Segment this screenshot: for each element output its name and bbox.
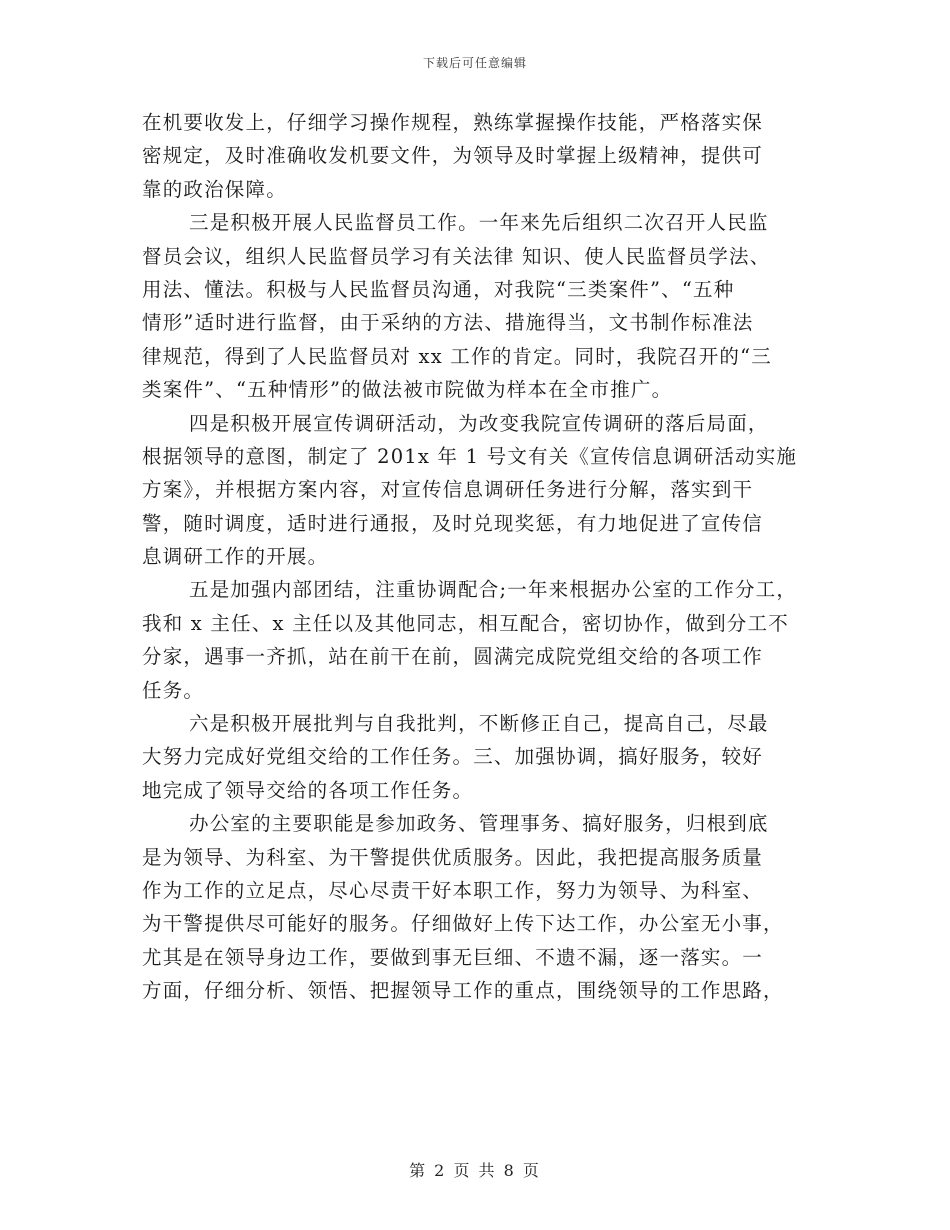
body-line: 尤其是在领导身边工作，要做到事无巨细、不遗不漏，逐一落实。一 [142,945,764,969]
body-line: 在机要收发上，仔细学习操作规程，熟练掌握操作技能，严格落实保 [142,111,764,134]
page-number: 第 2 页 共 8 页 [409,1161,541,1180]
body-line: 用法、懂法。积极与人民监督员沟通，对我院“三类案件”、“五种 [142,277,735,301]
document-body [142,106,832,1008]
body-line: 密规定，及时准确收发机要文件，为领导及时掌握上级精神，提供可 [142,144,764,168]
body-line: 类案件”、“五种情形”的做法被市院做为样本在全市推广。 [142,378,673,402]
body-line: 靠的政治保障。 [142,177,287,201]
paragraph-start-line: 六是积极开展批判与自我批判，不断修正自己，提高自己，尽最 [189,712,769,736]
body-line: 息调研工作的开展。 [142,545,329,569]
paragraph-start-line: 三是积极开展人民监督员工作。一年来先后组织二次召开人民监 [189,211,769,235]
body-line: 分家，遇事一齐抓，站在前干在前，圆满完成院党组交给的各项工作 [142,645,764,669]
body-line: 根据领导的意图，制定了 201x 年 1 号文有关《宣传信息调研活动实施 [142,444,798,468]
body-line: 情形”适时进行监督，由于采纳的方法、措施得当，文书制作标准法 [142,311,754,335]
body-line: 我和 x 主任、x 主任以及其他同志，相互配合，密切协作，做到分工不 [142,611,789,635]
body-line: 为干警提供尽可能好的服务。仔细做好上传下达工作，办公室无小事， [142,912,784,936]
paragraph-start-line: 办公室的主要职能是参加政务、管理事务、搞好服务，归根到底 [189,812,769,836]
body-line: 是为领导、为科室、为干警提供优质服务。因此，我把提高服务质量 [142,845,764,869]
paragraph-start-line: 四是积极开展宣传调研活动，为改变我院宣传调研的落后局面， [189,411,769,435]
body-line: 警，随时调度，适时进行通报，及时兑现奖惩，有力地促进了宣传信 [142,511,764,535]
page-header: 下载后可任意编辑 [422,56,527,70]
body-line: 大努力完成好党组交给的工作任务。三、加强协调，搞好服务，较好 [142,745,764,769]
body-line: 督员会议，组织人民监督员学习有关法律 知识、使人民监督员学法、 [142,244,771,268]
body-line: 方案》，并根据方案内容，对宣传信息调研任务进行分解，落实到干 [142,478,754,502]
body-line: 方面，仔细分析、领悟、把握领导工作的重点，围绕领导的工作思路， [142,979,784,1003]
body-line: 任务。 [142,678,205,702]
body-line: 律规范，得到了人民监督员对 xx 工作的肯定。同时，我院召开的“三 [142,344,772,368]
paragraph-start-line: 五是加强内部团结，注重协调配合;一年来根据办公室的工作分工， [189,578,798,602]
body-line: 地完成了领导交给的各项工作任务。 [142,778,474,802]
body-line: 作为工作的立足点，尽心尽责干好本职工作，努力为领导、为科室、 [142,878,764,902]
